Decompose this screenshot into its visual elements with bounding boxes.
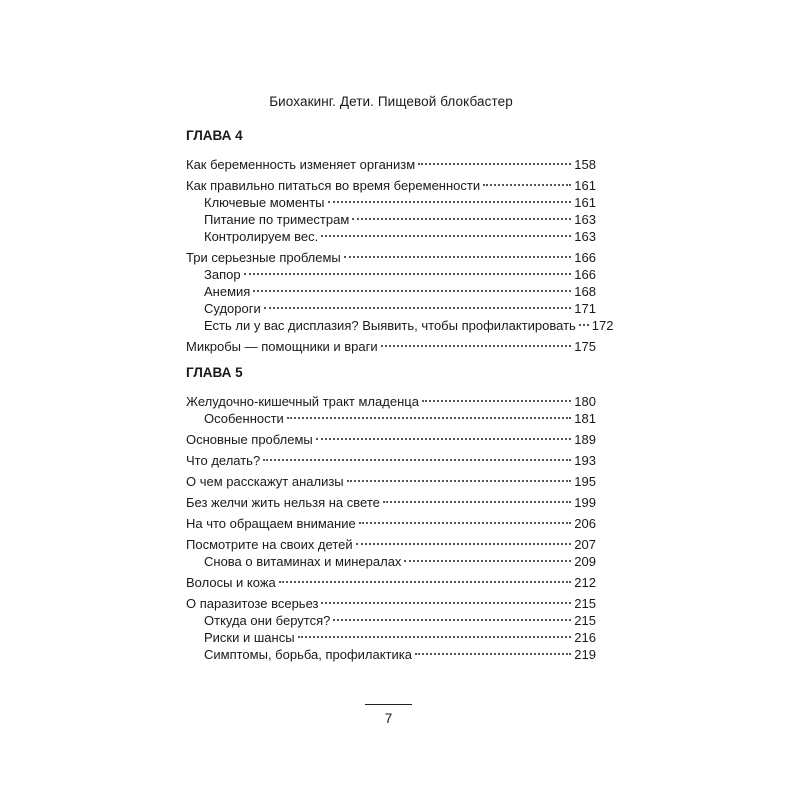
dot-leader [344,256,572,258]
dot-leader [359,522,572,524]
toc-entry-page: 168 [574,284,596,299]
toc-entry-title: Запор [204,267,241,282]
dot-leader [579,324,589,326]
toc-entry [186,266,596,283]
toc-entry-page: 209 [574,554,596,569]
toc-entry-title: Симптомы, борьба, профилактика [204,647,412,662]
toc-entry-page: 175 [574,339,596,354]
toc-entry [186,194,596,211]
dot-leader [347,480,572,482]
dot-leader [287,417,571,419]
dot-leader [328,201,572,203]
toc-entry-page: 215 [574,613,596,628]
toc-entry [186,494,596,511]
chapter-title: ГЛАВА 5 [186,365,243,380]
toc-entry-page: 195 [574,474,596,489]
toc-entry-title: Контролируем вес. [204,229,319,244]
toc-entry [186,177,596,194]
toc-entry-page: 180 [574,394,596,409]
toc-entry-page: 172 [591,318,614,333]
dot-leader [279,581,572,583]
toc-entry [186,473,596,490]
dot-leader [381,345,572,347]
toc-entry-title: Откуда они берутся? [204,613,331,628]
toc-entry-page: 163 [574,229,596,244]
toc-entry-page: 215 [574,596,596,611]
toc-entry [186,536,596,553]
toc-entry-title: Микробы — помощники и враги [186,339,378,354]
dot-leader [418,163,571,165]
toc-entry-title: Питание по триместрам [204,212,350,227]
toc-entry [186,431,596,448]
toc-entry [186,595,596,612]
toc-entry-title: Особенности [204,411,284,426]
chapter-4-section [186,127,614,355]
toc-entry [186,283,596,300]
toc-list [186,393,596,663]
toc-entry-title: Как беременность изменяет организм [186,157,416,172]
toc-entry-title: Риски и шансы [204,630,295,645]
toc-entry [186,228,596,245]
running-head: Биохакинг. Дети. Пищевой блокбастер [269,94,513,109]
dot-leader [356,543,572,545]
dot-leader [263,459,571,461]
toc-entry-title: Есть ли у вас дисплазия? Выявить, чтобы профилактировать [204,318,576,333]
toc-entry [186,452,596,469]
dot-leader [333,619,571,621]
chapter-title: ГЛАВА 4 [186,128,243,143]
toc-entry-title: Волосы и кожа [186,575,276,590]
toc-entry [186,317,614,334]
toc-entry-page: 193 [574,453,596,468]
dot-leader [253,290,571,292]
toc-entry-page: 189 [574,432,596,447]
toc-entry-page: 207 [574,537,596,552]
dot-leader [422,400,571,402]
toc-entry [186,156,596,173]
toc-entry-page: 163 [574,212,596,227]
toc-list [186,156,614,355]
toc-entry-page: 212 [574,575,596,590]
toc-entry [186,249,596,266]
toc-entry-page: 158 [574,157,596,172]
toc-entry-title: На что обращаем внимание [186,516,356,531]
toc-entry-page: 216 [574,630,596,645]
toc-entry-page: 161 [574,195,596,210]
dot-leader [352,218,571,220]
toc-entry-page: 206 [574,516,596,531]
toc-entry [186,300,596,317]
toc-entry-title: Анемия [204,284,251,299]
toc-entry-title: Ключевые моменты [204,195,325,210]
toc-entry [186,629,596,646]
toc-entry [186,515,596,532]
toc-entry [186,338,596,355]
toc-entry [186,646,596,663]
toc-entry [186,410,596,427]
chapter-5-section [186,364,596,663]
dot-leader [321,602,571,604]
page-number: 7 [384,711,393,726]
dot-leader [244,273,572,275]
dot-leader [383,501,571,503]
toc-entry-title: Основные проблемы [186,432,313,447]
toc-entry-page: 171 [574,301,596,316]
toc-entry [186,393,596,410]
dot-leader [316,438,572,440]
dot-leader [321,235,571,237]
toc-entry [186,574,596,591]
toc-entry-title: Снова о витаминах и минералах [204,554,402,569]
toc-entry-title: Судороги [204,301,261,316]
toc-entry [186,211,596,228]
toc-entry-title: О чем расскажут анализы [186,474,344,489]
dot-leader [404,560,571,562]
toc-entry-page: 181 [574,411,596,426]
toc-entry-page: 166 [574,250,596,265]
toc-entry-page: 219 [574,647,596,662]
toc-entry [186,553,596,570]
dot-leader [298,636,572,638]
footer-rule [365,704,412,705]
toc-entry-page: 161 [574,178,596,193]
toc-entry-title: О паразитозе всерьез [186,596,319,611]
dot-leader [264,307,572,309]
toc-entry-title: Без желчи жить нельзя на свете [186,495,380,510]
toc-entry [186,612,596,629]
toc-entry-title: Посмотрите на своих детей [186,537,353,552]
toc-entry-title: Что делать? [186,453,261,468]
toc-entry-title: Как правильно питаться во время беременности [186,178,481,193]
toc-entry-page: 199 [574,495,596,510]
dot-leader [483,184,571,186]
toc-entry-page: 166 [574,267,596,282]
dot-leader [415,653,571,655]
toc-entry-title: Три серьезные проблемы [186,250,341,265]
toc-entry-title: Желудочно-кишечный тракт младенца [186,394,419,409]
